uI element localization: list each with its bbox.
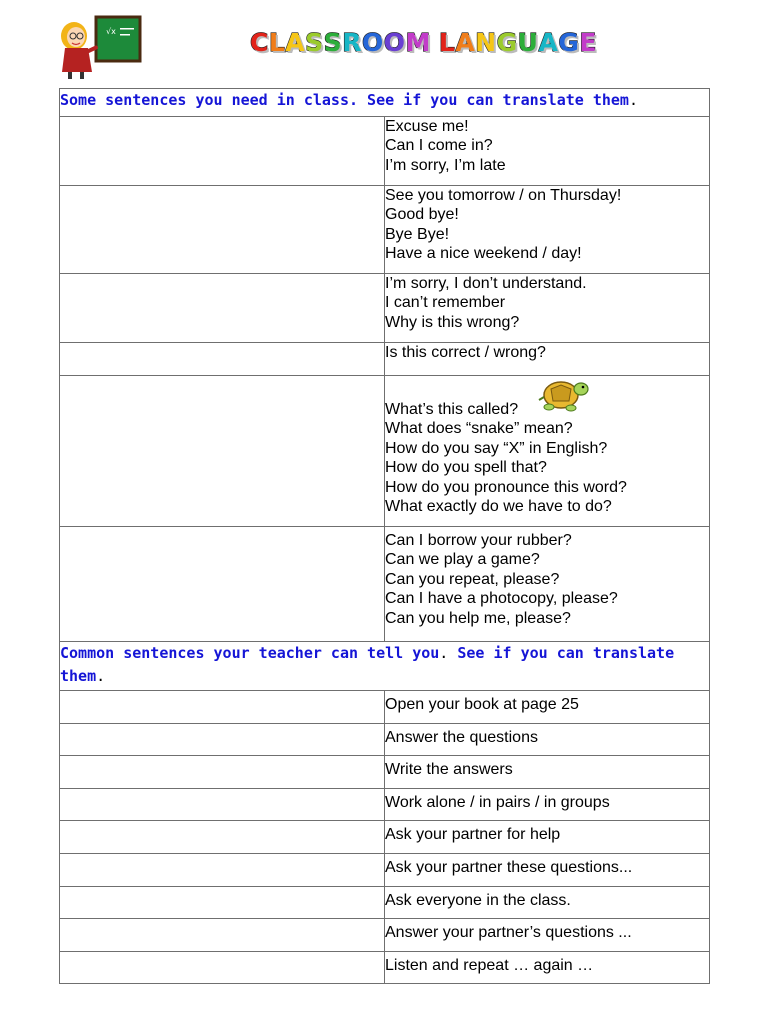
table-row (60, 376, 710, 527)
translation-cell[interactable] (60, 756, 385, 789)
svg-text:√x: √x (106, 27, 116, 36)
table-row (60, 821, 710, 854)
translation-cell[interactable] (60, 186, 385, 274)
phrase-line: Can we play a game? (385, 551, 540, 569)
title-letter: A (285, 28, 306, 57)
title-letter: A (455, 28, 476, 57)
table-row (60, 788, 710, 821)
phrase-line: I’m sorry, I don’t understand. (385, 275, 587, 292)
teacher-clipart-icon (58, 14, 142, 80)
phrase-cell (385, 723, 710, 756)
phrase-line: Work alone / in pairs / in groups (385, 793, 610, 811)
translation-cell[interactable] (60, 274, 385, 343)
phrase-line: Listen and repeat … again … (385, 956, 594, 974)
section-header (60, 642, 710, 691)
title-letter: O (383, 28, 406, 57)
translation-cell[interactable] (60, 788, 385, 821)
title-letter: M (405, 28, 431, 57)
table-row (60, 343, 710, 376)
table-row (60, 756, 710, 789)
section-heading-period: . (628, 91, 638, 109)
title-letter: E (579, 28, 597, 57)
phrase-line: Ask your partner these questions... (385, 858, 633, 876)
phrase-line: Is this correct / wrong? (385, 344, 546, 361)
title-letter: N (475, 28, 497, 57)
phrase-line: How do you pronounce this word? (385, 478, 627, 496)
phrase-cell (385, 756, 710, 789)
phrase-line: Answer your partner’s questions ... (385, 924, 632, 942)
translation-cell[interactable] (60, 951, 385, 984)
section-header-row (60, 642, 710, 691)
translation-cell[interactable] (60, 117, 385, 186)
phrase-cell (385, 853, 710, 886)
phrase-cell (385, 821, 710, 854)
phrase-cell (385, 376, 710, 527)
phrase-line: Can you repeat, please? (385, 570, 560, 588)
title-letter: A (538, 28, 559, 57)
phrase-line: I can’t remember (385, 294, 506, 312)
table-row (60, 951, 710, 984)
phrase-line: Can I come in? (385, 137, 493, 155)
title-letter: O (361, 28, 384, 57)
table-row (60, 117, 710, 186)
translation-cell[interactable] (60, 886, 385, 919)
section-heading-text: Some sentences you need in class. See if you can translate them (60, 91, 629, 109)
phrase-line: What does “snake” mean? (385, 420, 573, 438)
phrase-line: How do you spell that? (385, 459, 547, 477)
translation-cell[interactable] (60, 343, 385, 376)
table-row (60, 186, 710, 274)
section-heading-period: . (96, 667, 106, 685)
table-row (60, 723, 710, 756)
translation-cell[interactable] (60, 376, 385, 527)
phrase-line: Have a nice weekend / day! (385, 245, 582, 263)
title-letter: C (250, 28, 269, 57)
table-row (60, 886, 710, 919)
phrase-line: Ask your partner for help (385, 826, 561, 844)
phrase-cell (385, 274, 710, 343)
translation-cell[interactable] (60, 919, 385, 952)
phrase-line: What exactly do we have to do? (385, 498, 612, 516)
phrase-line: See you tomorrow / on Thursday! (385, 187, 622, 204)
phrase-cell (385, 343, 710, 376)
section-header-row (60, 89, 710, 117)
phrase-line: Why is this wrong? (385, 313, 520, 331)
section-heading-period: . (439, 644, 458, 662)
phrase-line: Ask everyone in the class. (385, 891, 571, 909)
title-letter: L (438, 28, 456, 57)
title-letter: S (305, 28, 324, 57)
phrase-table (59, 88, 710, 984)
section-heading-text: Common sentences your teacher can tell you (60, 644, 440, 662)
translation-cell[interactable] (60, 691, 385, 724)
section-header (60, 89, 710, 117)
title-letter: U (517, 28, 539, 57)
phrase-line: Answer the questions (385, 728, 538, 746)
phrase-line: I’m sorry, I’m late (385, 156, 506, 174)
table-row (60, 527, 710, 642)
phrase-cell (385, 691, 710, 724)
translation-cell[interactable] (60, 527, 385, 642)
title-letter: R (342, 28, 362, 57)
phrase-cell (385, 117, 710, 186)
title-letter: S (323, 28, 343, 57)
phrase-line: Can you help me, please? (385, 609, 571, 627)
phrase-cell (385, 951, 710, 984)
translation-cell[interactable] (60, 821, 385, 854)
phrase-line: Can I borrow your rubber? (385, 532, 572, 549)
turtle-icon (537, 375, 591, 413)
translation-cell[interactable] (60, 723, 385, 756)
table-row (60, 853, 710, 886)
phrase-cell (385, 919, 710, 952)
phrase-line: Open your book at page 25 (385, 696, 579, 713)
phrase-line: Can I have a photocopy, please? (385, 590, 618, 608)
table-row (60, 274, 710, 343)
page-title (250, 28, 597, 57)
title-letter: G (558, 28, 580, 57)
table-row (60, 691, 710, 724)
section-heading-text: See if you can translate them (60, 644, 675, 685)
phrase-line: How do you say “X” in English? (385, 439, 608, 457)
phrase-line: Good bye! (385, 206, 459, 224)
phrase-line: Write the answers (385, 761, 513, 779)
table-row (60, 919, 710, 952)
phrase-cell (385, 527, 710, 642)
phrase-cell (385, 186, 710, 274)
phrase-cell (385, 886, 710, 919)
phrase-cell (385, 788, 710, 821)
title-letter: L (268, 28, 286, 57)
translation-cell[interactable] (60, 853, 385, 886)
phrase-line: Excuse me! (385, 118, 469, 135)
phrase-line: What’s this called? (385, 400, 709, 419)
page-header (0, 0, 768, 88)
phrase-line: Bye Bye! (385, 225, 450, 243)
title-letter: G (496, 28, 518, 57)
